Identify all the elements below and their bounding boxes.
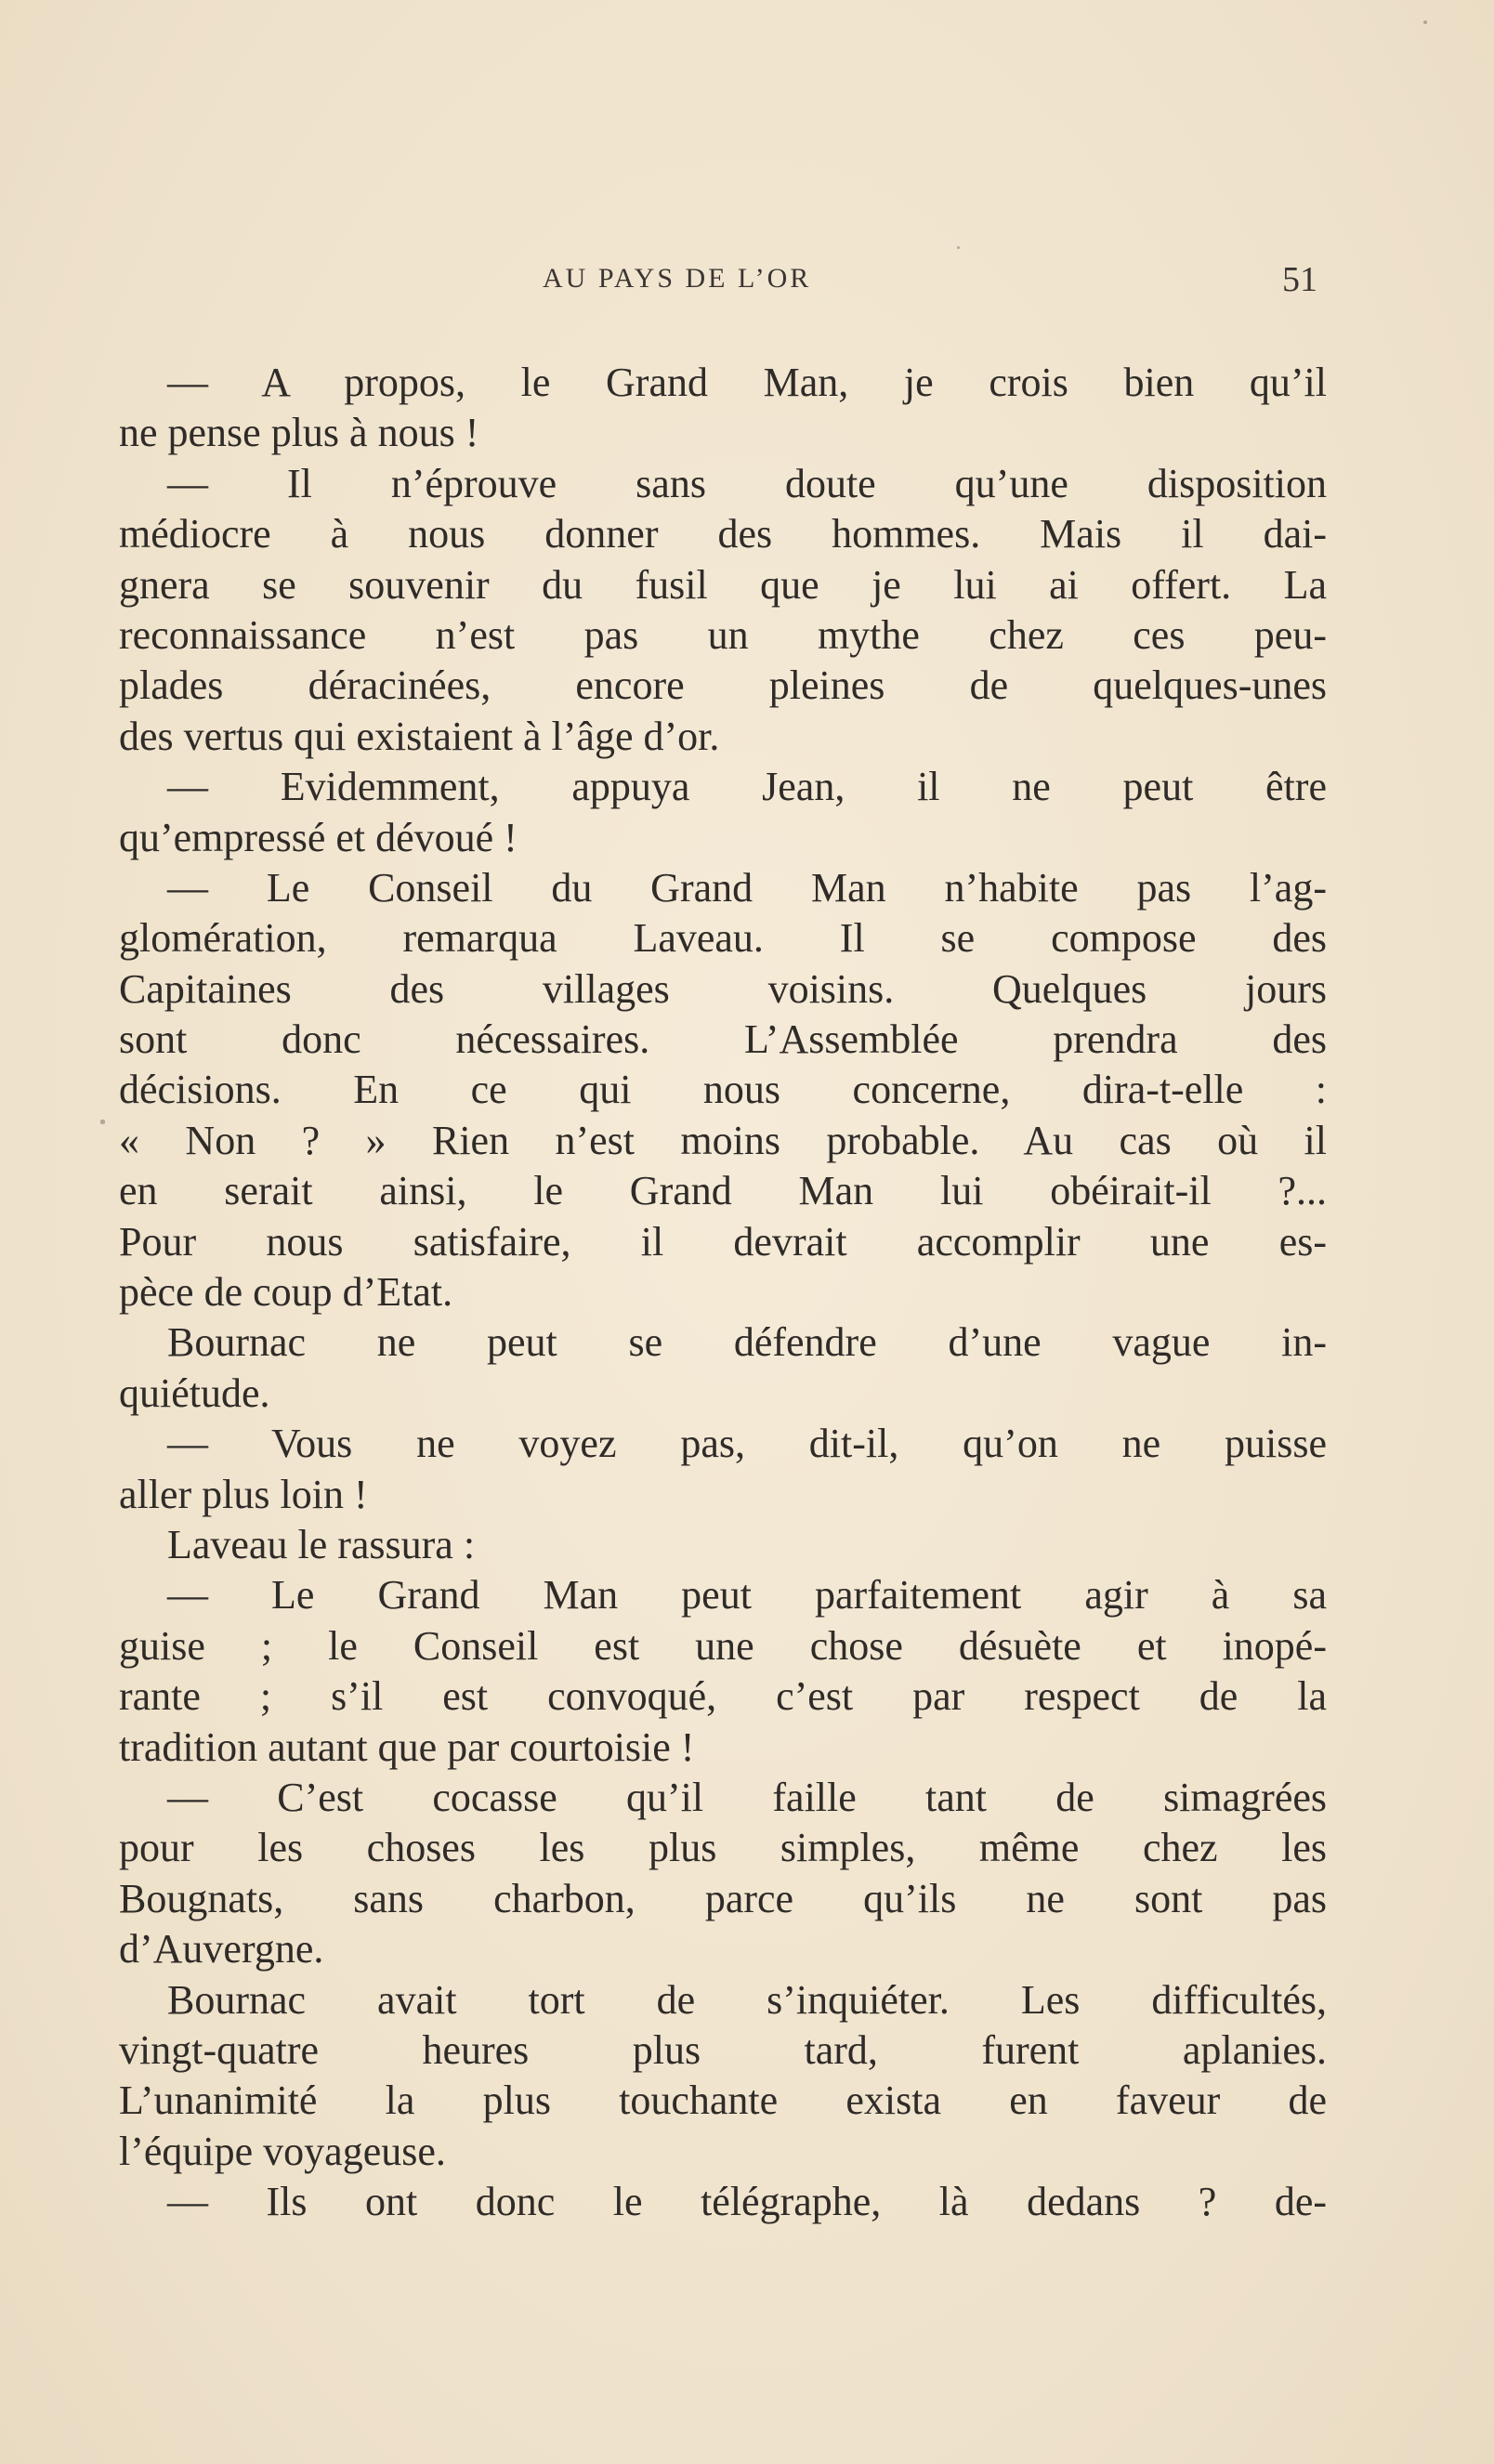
paper-speck <box>957 246 960 249</box>
text-line: glomération, remarqua Laveau. Il se compose des <box>119 915 1327 962</box>
text-line: Laveau le rassura : <box>167 1521 476 1567</box>
text-line: Bougnats, sans charbon, parce qu’ils ne sont pas <box>119 1875 1327 1921</box>
body-text <box>119 358 1327 2227</box>
text-line: — Evidemment, appuya Jean, il ne peut être <box>167 764 1327 810</box>
text-line: ne pense plus à nous ! <box>119 410 479 456</box>
text-line: rante ; s’il est convoqué, c’est par respect de la <box>119 1673 1327 1720</box>
text-line: l’équipe voyageuse. <box>119 2128 446 2174</box>
text-line: guise ; le Conseil est une chose désuète et inopé- <box>119 1622 1327 1669</box>
text-line: tradition autant que par courtoisie ! <box>119 1723 695 1770</box>
paper-speck <box>1423 20 1427 24</box>
text-line: gnera se souvenir du fusil que je lui ai offert. La <box>119 561 1327 608</box>
text-line: qu’empressé et dévoué ! <box>119 814 518 860</box>
text-line: L’unanimité la plus touchante exista en faveur de <box>119 2077 1327 2124</box>
text-line: médiocre à nous donner des hommes. Mais il dai- <box>119 511 1327 557</box>
running-head: AU PAYS DE L’OR <box>543 263 812 294</box>
text-line: vingt-quatre heures plus tard, furent aplanies. <box>119 2026 1327 2073</box>
text-line: — Le Conseil du Grand Man n’habite pas l’ag- <box>167 864 1327 911</box>
text-line: aller plus loin ! <box>119 1471 368 1517</box>
text-line: en serait ainsi, le Grand Man lui obéirait-il ?... <box>119 1168 1327 1214</box>
text-line: — Vous ne voyez pas, dit-il, qu’on ne puisse <box>167 1421 1327 1467</box>
text-line: Bournac ne peut se défendre d’une vague in- <box>167 1319 1327 1366</box>
text-line: Bournac avait tort de s’inquiéter. Les difficultés, <box>167 1976 1327 2023</box>
text-line: décisions. En ce qui nous concerne, dira-t-elle : <box>119 1067 1327 1113</box>
text-line: — Il n’éprouve sans doute qu’une disposition <box>167 460 1327 506</box>
text-line: — Ils ont donc le télégraphe, là dedans ? de- <box>167 2179 1327 2225</box>
page-header <box>119 260 1317 309</box>
page-number: 51 <box>1282 260 1317 299</box>
text-line: des vertus qui existaient à l’âge d’or. <box>119 713 720 759</box>
text-line: Capitaines des villages voisins. Quelques jours <box>119 965 1327 1012</box>
text-line: reconnaissance n’est pas un mythe chez ces peu- <box>119 611 1327 658</box>
text-line: plades déracinées, encore pleines de quelques-unes <box>119 662 1327 709</box>
text-line: « Non ? » Rien n’est moins probable. Au cas où il <box>119 1117 1327 1163</box>
text-line: quiétude. <box>119 1370 270 1416</box>
text-line: pèce de coup d’Etat. <box>119 1269 453 1316</box>
text-line: — A propos, le Grand Man, je crois bien qu’il <box>167 360 1327 405</box>
text-line: — Le Grand Man peut parfaitement agir à sa <box>167 1572 1327 1619</box>
text-line: Pour nous satisfaire, il devrait accomplir une es- <box>119 1218 1327 1265</box>
text-line: pour les choses les plus simples, même chez les <box>119 1825 1327 1871</box>
paper-speck <box>100 1120 105 1124</box>
text-line: d’Auvergne. <box>119 1926 324 1973</box>
text-line: sont donc nécessaires. L’Assemblée prendra des <box>119 1016 1327 1063</box>
text-line: — C’est cocasse qu’il faille tant de simagrées <box>167 1774 1327 1820</box>
